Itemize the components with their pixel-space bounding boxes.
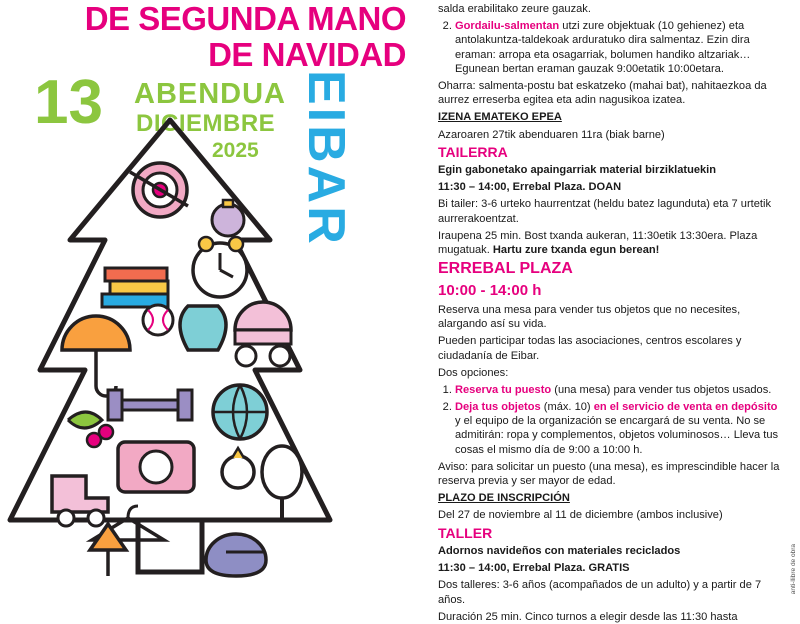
basque-workshop-line4a: Iraupena 25 min. Bost txanda aukeran, 11:30etik 13:30era. Plaza mugatuak. — [438, 229, 758, 257]
spanish-paragraph-3: Dos opciones: — [438, 366, 509, 379]
spanish-option-2-mid: (máx. 10) — [540, 401, 594, 414]
poster-title-line-3: DE NAVIDAD — [208, 36, 406, 73]
basque-workshop-line4b: Hartu zure txanda egun berean! — [492, 244, 660, 257]
basque-workshop-line4 — [438, 229, 786, 257]
basque-option-2-title: Gordailu-salmentan — [455, 20, 560, 33]
spanish-workshop-line3: Dos talleres: 3-6 años (acompañados de un adulto) y a partir de 7 años. — [438, 579, 762, 606]
spanish-workshop-heading: TALLER — [438, 524, 493, 541]
basque-note: Oharra: salmenta-postu bat eskatzeko (mahai bat), nahitaezkoa da aurrez erreserba egitea eta adin nagusikoa izatea. — [438, 79, 767, 107]
spanish-option-2-title: Deja tus objetos — [455, 401, 541, 414]
spanish-workshop-line1: Adornos navideños con materiales reciclados — [438, 545, 681, 557]
spanish-place-heading: ERREBAL PLAZA — [438, 260, 573, 278]
basque-workshop-line1: Egin gabonetako apaingarriak material birziklatuekin — [438, 164, 717, 177]
list-item — [455, 383, 786, 397]
spanish-registration-dates: Del 27 de noviembre al 11 de diciembre (ambos inclusive) — [438, 509, 723, 522]
spanish-option-2-title2: en el servicio de venta en depósito — [593, 401, 778, 414]
list-item — [455, 19, 786, 76]
spanish-registration-heading: PLAZO DE INSCRIPCIÓN — [438, 492, 570, 505]
basque-option-2-text: utzi zure objektuak (10 gehienez) eta antolakuntza-taldekoak arduratuko dira salmentaz. Ezin dira eraman: arropa eta osagarriak, bolumen handiko altzariak… Egunean bertan eraman gauzak 9:00etatik 10:00etara. — [455, 20, 751, 75]
basque-registration-dates: Azaroaren 27tik abenduaren 11ra (biak barne) — [438, 128, 665, 141]
spanish-paragraph-2: Pueden participar todas las asociaciones, centros escolares y ciudadanía de Eibar. — [438, 335, 742, 362]
basque-workshop-heading: TAILERRA — [438, 143, 508, 160]
date-month-spanish: DICIEMBRE — [136, 110, 276, 137]
basque-workshop-line3: Bi tailer: 3-6 urteko haurrentzat (heldu batez lagunduta) eta 7 urtetik aurrerakoentzat. — [438, 198, 772, 225]
date-year: 2025 — [212, 139, 259, 162]
spanish-note: Aviso: para solicitar un puesto (una mesa), es imprescindible hacer la reserva previa y ser mayor de edad. — [438, 460, 780, 488]
christmas-tree-illustration — [10, 120, 340, 600]
basque-workshop-line2: 11:30 – 14:00, Errebal Plaza. DOAN — [438, 181, 622, 194]
basque-intro-fragment: salda erabilitako zeure gauzak. — [438, 3, 591, 15]
spanish-options-list — [438, 383, 786, 457]
spanish-option-2-text: y el equipo de la organización se encargará de su venta. No se admitirán: ropa y complementos, objetos voluminosos… Lleva tus cosas el mismo día de 9:00 a 10:00 h. — [455, 415, 779, 456]
list-item — [455, 400, 786, 457]
spanish-option-1-text: (una mesa) para vender tus objetos usados. — [551, 383, 772, 396]
poster-right-text-panel — [430, 0, 800, 623]
tree-outline-icon — [10, 120, 340, 600]
date-month-basque: ABENDUA — [134, 78, 286, 110]
spanish-workshop-line2: 11:30 – 14:00, Errebal Plaza. GRATIS — [438, 562, 630, 575]
city-name-eibar: EIBAR — [297, 70, 355, 247]
basque-registration-heading: IZENA EMATEKO EPEA — [438, 111, 562, 124]
basque-options-list — [438, 19, 786, 76]
date-day: 13 — [34, 68, 103, 137]
spanish-paragraph-1: Reserva una mesa para vender tus objetos que no necesites, alargando así su vida. — [438, 303, 741, 331]
spanish-workshop-line4: Duración 25 min. Cinco turnos a elegir desde las 11:30 hasta — [438, 610, 738, 623]
spanish-hours: 10:00 - 14:00 h — [438, 281, 542, 299]
spanish-option-1-title: Reserva tu puesto — [455, 383, 552, 396]
credit-text: anti-llibre de obra — [789, 543, 797, 594]
poster-title-line-2: DE SEGUNDA MANO — [84, 0, 406, 37]
